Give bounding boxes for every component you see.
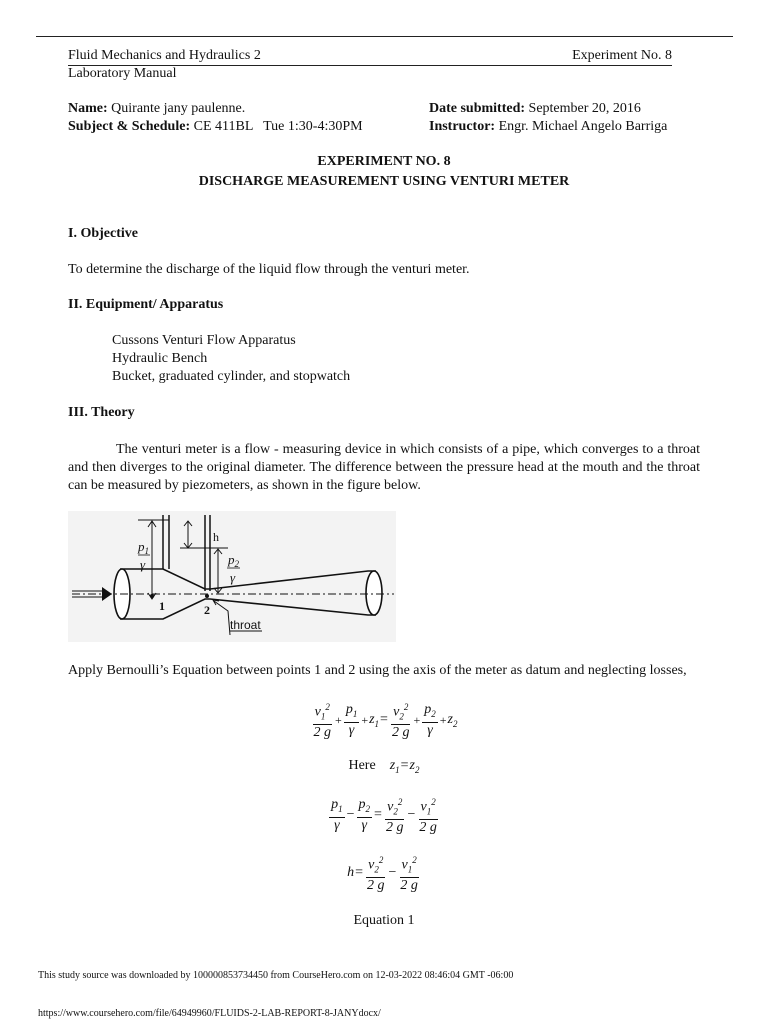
date-label: Date submitted: <box>429 101 526 116</box>
subject-label: Subject & Schedule: <box>68 119 191 134</box>
source-footer: This study source was downloaded by 100000853734450 from CourseHero.com on 12-03-2022 08:46:04 GMT -06:00 <box>38 970 514 981</box>
experiment-subtitle: DISCHARGE MEASUREMENT USING VENTURI METER <box>198 174 570 189</box>
label-point-1: 1 <box>159 599 165 613</box>
name-label: Name: <box>68 101 108 116</box>
label-point-2: 2 <box>204 603 210 617</box>
theory-heading: III. Theory <box>68 405 135 420</box>
theory-paragraph: The venturi meter is a flow - measuring device in which consists of a pipe, which converges to a throat and then diverges to the original diameter. The difference between the pressure head at the mouth and the throat can be measured by piezometers, as shown in the figure below. <box>68 442 700 493</box>
objective-text: To determine the discharge of the liquid flow through the venturi meter. <box>68 262 470 277</box>
top-rule <box>36 36 733 37</box>
label-throat: throat <box>230 618 261 632</box>
here-label: Here <box>348 758 376 774</box>
label-p2: $p_2$ <box>228 552 239 569</box>
label-gamma-2: γ <box>230 570 236 585</box>
name-value: Quirante jany paulenne. <box>111 101 246 116</box>
equipment-item: Cussons Venturi Flow Apparatus <box>112 333 296 348</box>
date-value: September 20, 2016 <box>528 101 641 116</box>
equipment-heading: II. Equipment/ Apparatus <box>68 297 224 312</box>
page-header <box>68 48 672 66</box>
bernoulli-equation: $\frac{v_1^2}{2 g}$ + $\frac{p_1}{\gamma}$ + $z_1$ = $\frac{v_2^2}{2 g}$ + $\frac{p_2}{\gamma}$ + $z_2$ <box>313 702 458 741</box>
subject-row <box>68 119 363 135</box>
course-title: Fluid Mechanics and Hydraulics 2 <box>68 48 261 63</box>
label-gamma-1: γ <box>140 557 146 572</box>
experiment-title: EXPERIMENT NO. 8 <box>317 154 451 169</box>
name-row <box>68 101 245 117</box>
label-p1: $p_1$ <box>138 539 149 556</box>
objective-heading: I. Objective <box>68 226 138 241</box>
head-difference-equation: h = $\frac{v_2^2}{2 g}$ − $\frac{v_1^2}{2 g}$ <box>347 855 418 894</box>
bernoulli-paragraph: Apply Bernoulli’s Equation between points 1 and 2 using the axis of the meter as datum and neglecting losses, <box>68 663 687 678</box>
label-h: h <box>213 530 219 544</box>
venturi-meter-figure <box>68 511 396 642</box>
manual-label: Laboratory Manual <box>68 66 177 81</box>
equipment-item: Bucket, graduated cylinder, and stopwatch <box>112 369 351 384</box>
source-url[interactable]: https://www.coursehero.com/file/64949960/FLUIDS-2-LAB-REPORT-8-JANYdocx/ <box>38 1008 381 1019</box>
instructor-row <box>429 119 667 135</box>
equipment-item: Hydraulic Bench <box>112 351 208 366</box>
instructor-value: Engr. Michael Angelo Barriga <box>498 119 668 134</box>
instructor-label: Instructor: <box>429 119 496 134</box>
experiment-number: Experiment No. 8 <box>572 48 672 63</box>
date-row <box>429 101 641 117</box>
pressure-difference-equation: $\frac{p_1}{\gamma}$ − $\frac{p_2}{\gamma}$ = $\frac{v_2^2}{2 g}$ − $\frac{v_1^2}{2 g}$ <box>331 797 437 836</box>
equation-label: Equation 1 <box>353 913 415 928</box>
subject-value: CE 411BL Tue 1:30-4:30PM <box>193 119 363 134</box>
datum-condition: Here $z_1$ = $z_2$ <box>348 758 420 775</box>
